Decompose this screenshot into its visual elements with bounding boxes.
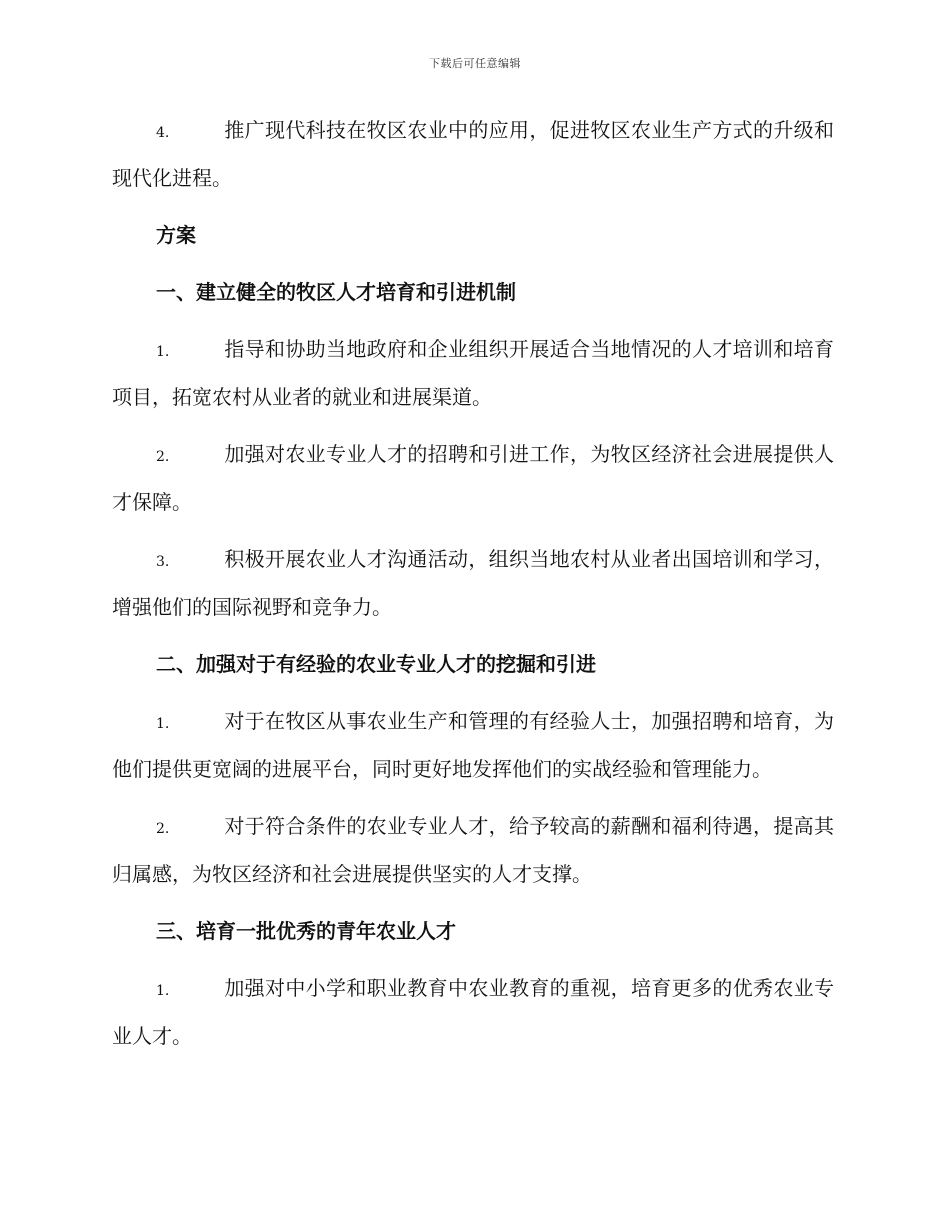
list-number: 3. [156, 554, 170, 570]
page-header: 下载后可任意编辑 [429, 57, 521, 70]
document-body [112, 108, 834, 1071]
list-number: 4. [156, 125, 170, 141]
list-number: 1. [156, 716, 170, 732]
list-item [112, 432, 834, 525]
list-number: 1. [156, 344, 170, 360]
section-heading: 一、建立健全的牧区人才培育和引进机制 [156, 280, 516, 304]
list-text: 加强对中小学和职业教育中农业教育的重视，培育更多的优秀农业专业人才。 [112, 976, 834, 1048]
section-heading: 方案 [156, 223, 196, 247]
list-text: 加强对农业专业人才的招聘和引进工作，为牧区经济社会进展提供人才保障。 [112, 442, 834, 514]
list-item [112, 537, 834, 630]
list-item [112, 966, 834, 1059]
list-text: 对于符合条件的农业专业人才，给予较高的薪酬和福利待遇，提高其归属感，为牧区经济和社会进展提供坚实的人才支撑。 [112, 814, 834, 886]
section-heading: 二、加强对于有经验的农业专业人才的挖掘和引进 [156, 652, 596, 676]
list-text: 推广现代科技在牧区农业中的应用，促进牧区农业生产方式的升级和现代化进程。 [112, 118, 834, 190]
list-item [112, 327, 834, 420]
list-number: 2. [156, 821, 170, 837]
list-item [112, 804, 834, 897]
list-text: 对于在牧区从事农业生产和管理的有经验人士，加强招聘和培育，为他们提供更宽阔的进展平台，同时更好地发挥他们的实战经验和管理能力。 [112, 709, 834, 781]
list-number: 2. [156, 449, 170, 465]
list-text: 积极开展农业人才沟通活动，组织当地农村从业者出国培训和学习，增强他们的国际视野和竞争力。 [112, 547, 834, 619]
list-text: 指导和协助当地政府和企业组织开展适合当地情况的人才培训和培育项目，拓宽农村从业者的就业和进展渠道。 [112, 337, 834, 409]
list-item [112, 699, 834, 792]
section-heading: 三、培育一批优秀的青年农业人才 [156, 919, 456, 943]
list-item [112, 108, 834, 201]
list-number: 1. [156, 983, 170, 999]
